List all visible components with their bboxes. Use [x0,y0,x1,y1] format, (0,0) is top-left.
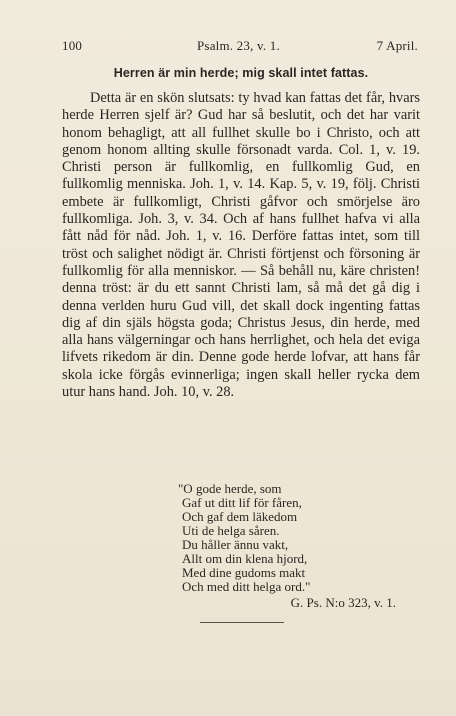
closing-divider [200,622,284,623]
hymn-line: Och gaf dem läkedom [182,509,298,524]
hymn-line: Med dine gudoms makt [182,565,306,580]
page-number: 100 [62,38,83,53]
devotion-body: Detta är en skön slutsats: ty hvad kan fattas det får, hvars herde Herren sjelf är? Gud har så beslutit, och det har varit honom behagligt, att all fullhet skulle bo i Christo, och att genom honom allting skulle försonadt varda. Col. 1, v. 19. Christi person är fullkomlig, en fullkomlig Gud, en fullkomlig menniska. Joh. 1, v. 14. Kap. 5, v. 19, följ. Christi embete är fullkomligt, Christi gåfvor och smörjelse äro fullkomliga. Joh. 3, v. 34. Och af hans fullhet hafva vi alla fått nåd för nåd. Joh. 1, v. 16. Derföre fattas intet, som till tröst och salighet nödigt är. Christi förtjenst och försoning är fullkomlig för alla menniskor. — Så behåll nu, käre christen! denna tröst: är du ett sannt Christi lam, så må det gå dig i denna verlden huru Gud vill, det skall dock ingenting fattas dig af din själs högsta goda; Christus Jesus, din herde, med alla hans välgerningar och hans herrlighet, och hela det eviga lifvets rikedom är din. Denne gode herde lofvar, att hans får skola icke förgås evinnerliga; ingen skall heller rycka dem utur hans hand. Joh. 10, v. 28. [62,90,420,401]
hymn-source: G. Ps. N:o 323, v. 1. [290,595,396,610]
hymn-line: Allt om din klena hjord, [182,551,308,566]
hymn-verse [178,482,418,610]
hymn-line: Och med ditt helga ord." [182,579,311,594]
devotion-title: Herren är min herde; mig skall intet fattas. [113,66,369,80]
hymn-line: Du håller ännu vakt, [182,537,289,552]
page-date: 7 April. [376,38,418,53]
running-header [62,38,418,54]
hymn-line: "O gode herde, som [178,481,282,496]
hymn-line: Gaf ut ditt lif för fåren, [182,495,302,510]
hymn-line: Uti de helga såren. [182,523,280,538]
scripture-reference: Psalm. 23, v. 1. [197,38,280,53]
